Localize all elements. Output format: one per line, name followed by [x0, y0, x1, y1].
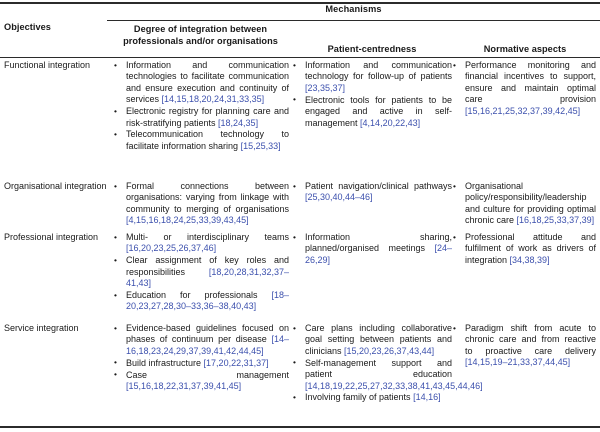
- citation-reference[interactable]: [18–20,23,27,28,30–33,36–38,40,43]: [126, 290, 289, 312]
- cell-degree-of-integration: [113, 232, 289, 313]
- bullet-item: [292, 323, 452, 357]
- bullet-item: [113, 323, 289, 357]
- row-objective-label: Organisational integration: [4, 181, 107, 191]
- cell-patient-centredness: [292, 60, 452, 129]
- citation-reference[interactable]: [16,20,23,25,26,37,46]: [126, 243, 217, 254]
- bullet-item: [452, 232, 596, 266]
- bullet-item: [113, 60, 289, 106]
- bullet-item: [292, 392, 452, 403]
- cell-normative-aspects: [452, 181, 596, 227]
- column-header-degree-of-integration: Degree of integration between professionals and/or organisations: [123, 24, 278, 46]
- bullet-text: Case management: [126, 369, 289, 380]
- bullet-text: Paradigm shift from acute to chronic care and from reactive to proactive care delivery: [465, 323, 596, 356]
- bullet-text: Telecommunication technology to facilitate information sharing: [126, 129, 289, 151]
- cell-normative-aspects: [452, 60, 596, 118]
- bullet-list: [452, 232, 596, 266]
- bullet-list: [452, 181, 596, 227]
- bullet-item: [113, 129, 289, 152]
- bullet-text: Multi- or interdisciplinary teams: [126, 232, 289, 242]
- bullet-text: Information sharing, planned/organised meetings: [305, 232, 452, 254]
- bullet-item: [292, 181, 452, 204]
- bullet-item: [113, 255, 289, 289]
- citation-reference[interactable]: [14–16,18,23,24,29,37,39,41,42,44,45]: [126, 334, 289, 356]
- bullet-item: [292, 232, 452, 266]
- bullet-list: [452, 60, 596, 117]
- citation-reference[interactable]: [18,24,35]: [218, 117, 259, 128]
- bullet-list: [113, 323, 289, 392]
- bullet-item: [113, 181, 289, 227]
- header-bottom-rule: [0, 57, 600, 58]
- bullet-text: Education for professionals: [126, 290, 272, 301]
- column-header-normative-aspects: Normative aspects: [483, 44, 567, 54]
- citation-reference[interactable]: [14,15,19–21,33,37,44,45]: [465, 357, 571, 368]
- bullet-text: Electronic registry for planning care and risk-stratifying patients: [126, 106, 289, 128]
- citation-reference[interactable]: [17,20,22,31,37]: [203, 357, 269, 368]
- bullet-item: [292, 357, 483, 392]
- citation-reference[interactable]: [16,18,25,33,37,39]: [516, 215, 595, 226]
- bullet-text: Organisational policy/responsibility/leadership and culture for providing optimal chronic care: [465, 181, 596, 226]
- citation-reference[interactable]: [15,16,18,22,31,37,39,41,45]: [126, 381, 242, 392]
- column-header-patient-centredness: Patient-centredness: [327, 44, 417, 54]
- spanning-header-mechanisms: Mechanisms: [325, 4, 382, 14]
- bullet-list: [113, 60, 289, 152]
- cell-degree-of-integration: [113, 323, 289, 393]
- citation-reference[interactable]: [23,35,37]: [305, 82, 346, 93]
- citation-reference[interactable]: [24–26,29]: [305, 243, 452, 265]
- row-objective-label: Service integration: [4, 323, 79, 333]
- bullet-item: [113, 106, 289, 129]
- bullet-list: [292, 323, 483, 404]
- bullet-list: [452, 323, 596, 369]
- bullet-item: [452, 181, 596, 227]
- citation-reference[interactable]: [15,25,33]: [240, 140, 281, 151]
- cell-patient-centredness: [292, 323, 483, 404]
- citation-reference[interactable]: [34,38,39]: [509, 254, 550, 265]
- bullet-list: [292, 232, 452, 266]
- row-objective-label: Functional integration: [4, 60, 91, 70]
- cell-normative-aspects: [452, 232, 596, 267]
- bullet-list: [292, 60, 452, 129]
- bullet-list: [113, 181, 289, 227]
- table-bottom-rule: [0, 426, 600, 428]
- cell-patient-centredness: [292, 181, 452, 204]
- citation-reference[interactable]: [4,15,16,18,24,25,33,39,43,45]: [126, 215, 249, 226]
- bullet-text: Build infrastructure: [126, 357, 204, 368]
- column-header-row: [0, 22, 600, 57]
- mechanisms-span-rule: [107, 20, 600, 21]
- bullet-list: [113, 232, 289, 313]
- cell-degree-of-integration: [113, 60, 289, 153]
- bullet-item: [113, 370, 289, 393]
- cell-patient-centredness: [292, 232, 452, 267]
- bullet-text: Performance monitoring and financial incentives to support, ensure and maintain optimal care provision: [465, 60, 596, 105]
- bullet-item: [113, 358, 289, 369]
- citation-reference[interactable]: [14,18,19,22,25,27,32,33,38,41,43,45,44,46]: [305, 380, 483, 391]
- bullet-item: [113, 290, 289, 313]
- bullet-text: Self-management support and patient education: [305, 357, 452, 380]
- bullet-text: Information and communication technology for follow-up of patients: [305, 60, 452, 82]
- citation-reference[interactable]: [18,20,28,31,32,37–41,43]: [126, 266, 289, 289]
- row-objective-label: Professional integration: [4, 232, 99, 242]
- bullet-item: [452, 60, 596, 117]
- bullet-item: [292, 60, 452, 94]
- bullet-text: Care plans including collaborative goal setting between patients and clinicians: [305, 323, 452, 356]
- citation-reference[interactable]: [15,16,21,25,32,37,39,42,45]: [465, 105, 581, 116]
- bullet-item: [113, 232, 289, 255]
- bullet-list: [292, 181, 452, 204]
- citation-reference[interactable]: [14,16]: [413, 392, 441, 403]
- citation-reference[interactable]: [14,15,18,20,24,31,33,35]: [161, 94, 265, 105]
- bullet-text: Patient navigation/clinical pathways: [305, 181, 452, 191]
- bullet-text: Professional attitude and fulfilment of work as drivers of integration: [465, 232, 596, 265]
- bullet-text: Information and communication technologies to facilitate communication and ensure execution and continuity of services: [126, 60, 289, 105]
- cell-normative-aspects: [452, 323, 596, 369]
- bullet-text: Electronic tools for patients to be engaged and active in self-management: [305, 94, 452, 128]
- citation-reference[interactable]: [25,30,40,44–46]: [305, 192, 373, 203]
- bullet-text: Involving family of patients: [305, 392, 414, 403]
- bullet-item: [452, 323, 596, 369]
- cell-degree-of-integration: [113, 181, 289, 227]
- bullet-text: Formal connections between organisations: varying from linkage with community to merging of organisations: [126, 181, 289, 214]
- bullet-item: [292, 95, 452, 129]
- column-header-objectives: Objectives: [4, 22, 51, 32]
- citation-reference[interactable]: [4,14,20,22,43]: [360, 117, 421, 128]
- bullet-text: Evidence-based guidelines focused on phases of continuum per disease: [126, 323, 289, 345]
- bullet-text: Clear assignment of key roles and responsibilities: [126, 255, 289, 277]
- citation-reference[interactable]: [15,20,23,26,37,43,44]: [344, 345, 435, 356]
